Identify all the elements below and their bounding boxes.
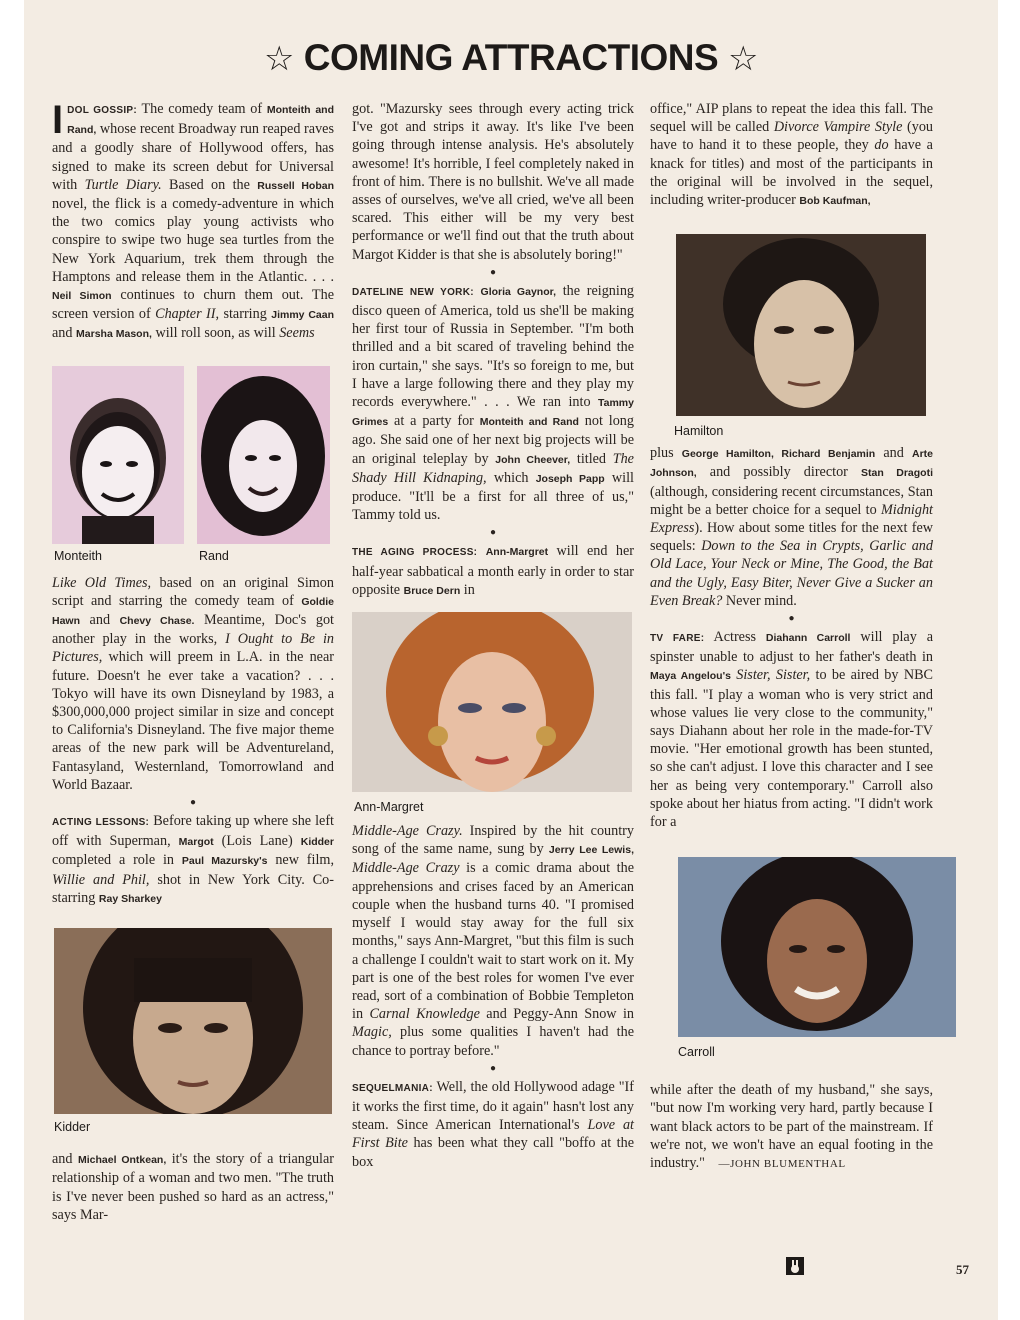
caption-hamilton: Hamilton bbox=[674, 424, 724, 439]
magazine-page bbox=[24, 0, 998, 1320]
kidder-photo-block bbox=[52, 928, 334, 1150]
section-bullet: ● bbox=[489, 266, 497, 278]
idol-gossip-paragraph: IDOL GOSSIP: The comedy team of Monteith and Rand, whose recent Broadway run reaped raves and a goodly share of Hollywood offers, has signed to make its screen debut for Universal with Turtle Diary. Based on the Russell Hoban novel, the flick is a comedy-adventure in which the two comics play young activists who conspire to swipe two huge sea turtles from the New York Aquarium, trek them through the Hamptons and release them in the Atlantic. . . . Neil Simon continues to churn them out. The screen version of Chapter II, starring Jimmy Caan and Marsha Mason, will roll soon, as will Seems bbox=[52, 98, 335, 342]
column-3 bbox=[650, 100, 933, 1173]
section-bullet: ● bbox=[788, 613, 795, 625]
acting-lessons-paragraph: ACTING LESSONS: Before taking up where she left off with Superman, Margot (Lois Lane) Kidder completed a role in Paul Mazursky's new film, Willie and Phil, shot in New York City. Co-starring Ray Sharkey bbox=[52, 813, 334, 906]
hamilton-photo bbox=[676, 234, 926, 416]
monteith-photo bbox=[52, 366, 184, 544]
rand-photo bbox=[197, 366, 330, 544]
sequel-titles-paragraph: plus George Hamilton, Richard Benjamin and Arte Johnson, and possibly director Stan Dragoti (although, considering recent circumstances, Stan might be a better choice for a sequel to Midnight Express). How about some titles for the next few sequels: Down to the Sea in Crypts, Garlic and Old Lace, Your Neck or Mine, The Good, the Bat and the Ugly, Easy Biter, Never Give a Sucker an Even Break? Never mind. bbox=[650, 445, 933, 609]
section-bullet: ● bbox=[189, 797, 197, 809]
carroll-continued-paragraph: while after the death of my husband," she says, "but now I'm working very hard, partly because I want black actors to be part of the mainstream. If we're not, we won't have an equal footing in the industry." —JOHN BLUMENTHAL bbox=[650, 1082, 933, 1172]
star-icon: ☆ bbox=[264, 40, 295, 78]
column-2 bbox=[352, 100, 634, 1171]
aging-process-paragraph: THE AGING PROCESS: Ann-Margret will end her half-year sabbatical a month early in order to star opposite Bruce Dern in bbox=[352, 543, 635, 598]
caption-carroll: Carroll bbox=[678, 1045, 715, 1060]
page-title: COMING ATTRACTIONS bbox=[303, 37, 719, 78]
middle-age-crazy-paragraph: Middle-Age Crazy. Inspired by the hit country song of the same name, sung by Jerry Lee Lewis, Middle-Age Crazy is a comic drama about the apprehensions and crises faced by an American couple when the husband turns 40. "I promised myself I would stay away for the full six months," says Ann-Margret, "but this film is such a challenge I couldn't wait to start work on it. My part is one of the best roles for women I've ever read, sort of a combination of Bobbie Templeton in Carnal Knowledge and Peggy-Ann Snow in Magic, plus some qualities I haven't had the chance to portray before." bbox=[352, 823, 634, 1059]
caption-ann-margret: Ann-Margret bbox=[354, 800, 424, 815]
caption-monteith: Monteith bbox=[54, 548, 102, 563]
photo-row-monteith-rand bbox=[52, 366, 334, 562]
ann-margret-photo-block bbox=[352, 612, 634, 822]
rabbit-head-logo-icon bbox=[786, 1257, 804, 1275]
section-bullet: ● bbox=[489, 527, 497, 539]
mazursky-quote-paragraph: got. "Mazursky sees through every acting trick I've got and strips it away. It's like I've been going through intense analysis. He's absolutely awesome! It's horrible, I feel completely naked in front of him. There is no bullshit. We've all made asses of ourselves, we've all cried, we've all been scared. This either will be my very best performance or we'll find out that the truth about Margot Kidder is that she is absolutely boring!" bbox=[352, 101, 634, 263]
column-1 bbox=[52, 100, 334, 1224]
kidder-photo bbox=[54, 928, 332, 1114]
dateline-new-york-paragraph: DATELINE NEW YORK: Gloria Gaynor, the reigning disco queen of America, told us she'll be making her first tour of Russia in September. "I'm both thrilled and a bit scared of traveling behind the iron curtain," she says. "It's so foreign to me, but I have a large following there and they play my records everywhere." . . . We ran into Tammy Grimes at a party for Monteith and Rand not long ago. She said one of her next big projects will be an original teleplay by John Cheever, titled The Shady Hill Kidnaping, which Joseph Papp will produce. "It'll be a first for all three of us," Tammy told us. bbox=[352, 282, 635, 524]
section-bullet: ● bbox=[489, 1062, 497, 1074]
ann-margret-photo bbox=[352, 612, 632, 792]
sequel-continued-paragraph: office," AIP plans to repeat the idea this fall. The sequel will be called Divorce Vampire Style (you have to hand it to these people, they do have a knack for titles) and most of the participants in the original will be involved in the sequel, including writer-producer Bob Kaufman, bbox=[650, 101, 934, 209]
kidder-continued-paragraph: and Michael Ontkean, it's the story of a triangular relationship of a woman and two men. "The truth is I've never been pushed so hard as an actress," says Mar- bbox=[52, 1151, 334, 1223]
page-header bbox=[24, 36, 998, 81]
hamilton-photo-block bbox=[650, 234, 933, 444]
caption-rand: Rand bbox=[199, 548, 229, 563]
byline: —JOHN BLUMENTHAL bbox=[718, 1158, 846, 1171]
caption-kidder: Kidder bbox=[54, 1120, 91, 1135]
carroll-photo bbox=[678, 857, 956, 1037]
sequelmania-paragraph: SEQUELMANIA: Well, the old Hollywood adage "If it works the first time, do it again" hasn't lost any steam. Since American International's Love at First Bite has been what they call "boffo at the box bbox=[352, 1078, 634, 1170]
drop-cap: I bbox=[52, 98, 64, 142]
star-icon: ☆ bbox=[727, 40, 758, 78]
page-number: 57 bbox=[956, 1262, 969, 1277]
carroll-photo-block bbox=[650, 857, 933, 1081]
seems-like-paragraph: Like Old Times, based on an original Simon script and starring the comedy team of Goldie Hawn and Chevy Chase. Meantime, Doc's got another play in the works, I Ought to Be in Pictures, which will preem in L.A. in the near future. Doesn't he ever take a vacation? . . . Tokyo will have its own Disneyland by 1983, a $300,000,000 project similar in size and concept to California's Disneyland. The five major theme areas of the new park will be Adventureland, Fantasyland, Westernland, Tomorrowland and World Bazaar. bbox=[52, 574, 334, 793]
tv-fare-paragraph: TV FARE: Actress Diahann Carroll will play a spinster unable to adjust to her father's death in Maya Angelou's Sister, Sister, to be aired by NBC this fall. "I play a woman who is very strict and whose values lie very close to the community," says Diahann about her role in the made-for-TV movie. "Her emotional growth has been stunted, so she can't adjust. I love this character and I see her as being very contemporary." Carroll also spoke about her hiatus from acting. "I didn't work for a bbox=[650, 629, 934, 831]
